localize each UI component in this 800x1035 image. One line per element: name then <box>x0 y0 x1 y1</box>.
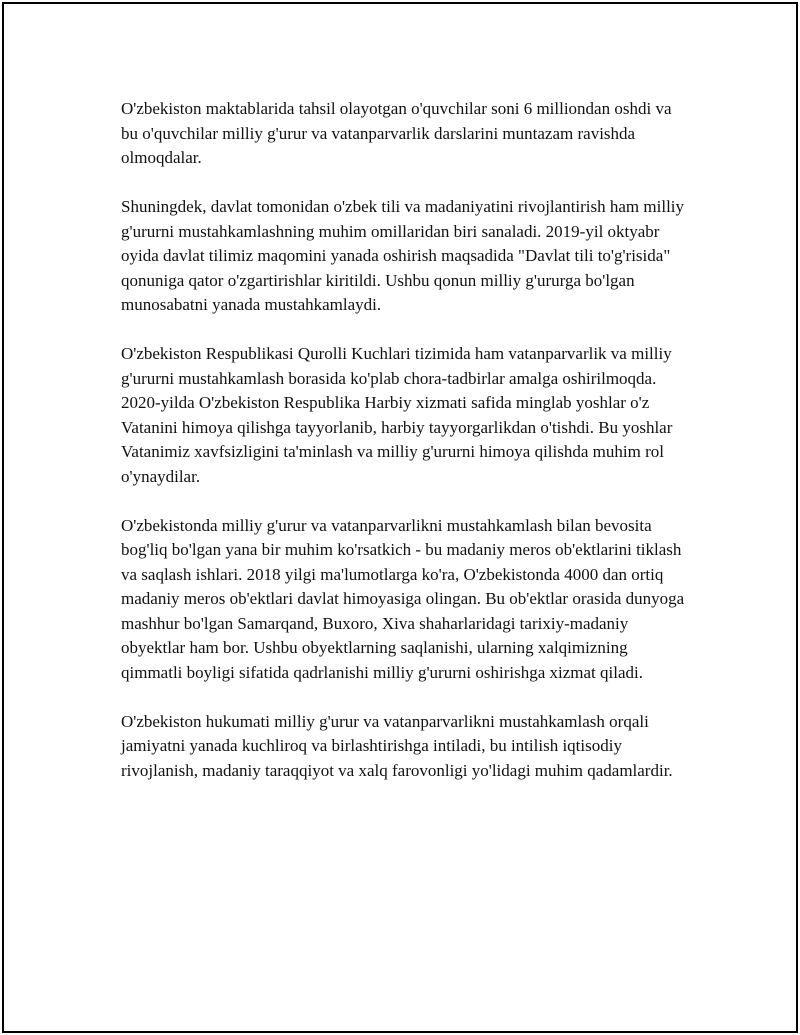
page-border <box>2 2 798 1033</box>
paragraph-armed-forces: O'zbekiston Respublikasi Qurolli Kuchlari tizimida ham vatanparvarlik va milliy g'ururni mustahkamlash borasida ko'plab chora-tadbirlar amalga oshirilmoqda. 2020-yilda O'zbekiston Respublika Harbiy xizmati safida minglab yoshlar o'z Vatanini himoya qilishga tayyorlanib, harbiy tayyorgarlikdan o'tishdi. Bu yoshlar Vatanimiz xavfsizligini ta'minlash va milliy g'ururni himoya qilishda muhim rol o'ynaydilar. <box>121 344 673 486</box>
paragraph-government-goals: O'zbekiston hukumati milliy g'urur va vatanparvarlikni mustahkamlash orqali jamiyatni yanada kuchliroq va birlashtirishga intiladi, bu intilish iqtisodiy rivojlanish, madaniy taraqqiyot va xalq farovonligi yo'lidagi muhim qadamlardir. <box>121 711 673 780</box>
document-body <box>121 97 691 808</box>
paragraph-state-language: Shuningdek, davlat tomonidan o'zbek tili va madaniyatini rivojlantirish ham milliy g'ururni mustahkamlashning muhim omillaridan biri sanaladi. 2019-yil oktyabr oyida davlat tilimiz maqomini yanada oshirish maqsadida "Davlat tili to'g'risida" qonuniga qator o'zgartirishlar kiritildi. Ushbu qonun milliy g'ururga bo'lgan munosabatni yanada mustahkamlaydi. <box>121 197 685 314</box>
paragraph-cultural-heritage: O'zbekistonda milliy g'urur va vatanparvarlikni mustahkamlash bilan bevosita bog'liq bo'lgan yana bir muhim ko'rsatkich - bu madaniy meros ob'ektlarini tiklash va saqlash ishlari. 2018 yilgi ma'lumotlarga ko'ra, O'zbekistonda 4000 dan ortiq madaniy meros ob'ektlari davlat himoyasiga olingan. Bu ob'ektlar orasida dunyoga mashhur bo'lgan Samarqand, Buxoro, Xiva shaharlaridagi tarixiy-madaniy obyektlar ham bor. Ushbu obyektlarning saqlanishi, ularning xalqimizning qimmatli boyligi sifatida qadrlanishi milliy g'ururni oshirishga xizmat qiladi. <box>121 515 685 682</box>
paragraph-school-students: O'zbekiston maktablarida tahsil olayotgan o'quvchilar soni 6 milliondan oshdi va bu o'quvchilar milliy g'urur va vatanparvarlik darslarini muntazam ravishda olmoqdalar. <box>121 99 672 167</box>
